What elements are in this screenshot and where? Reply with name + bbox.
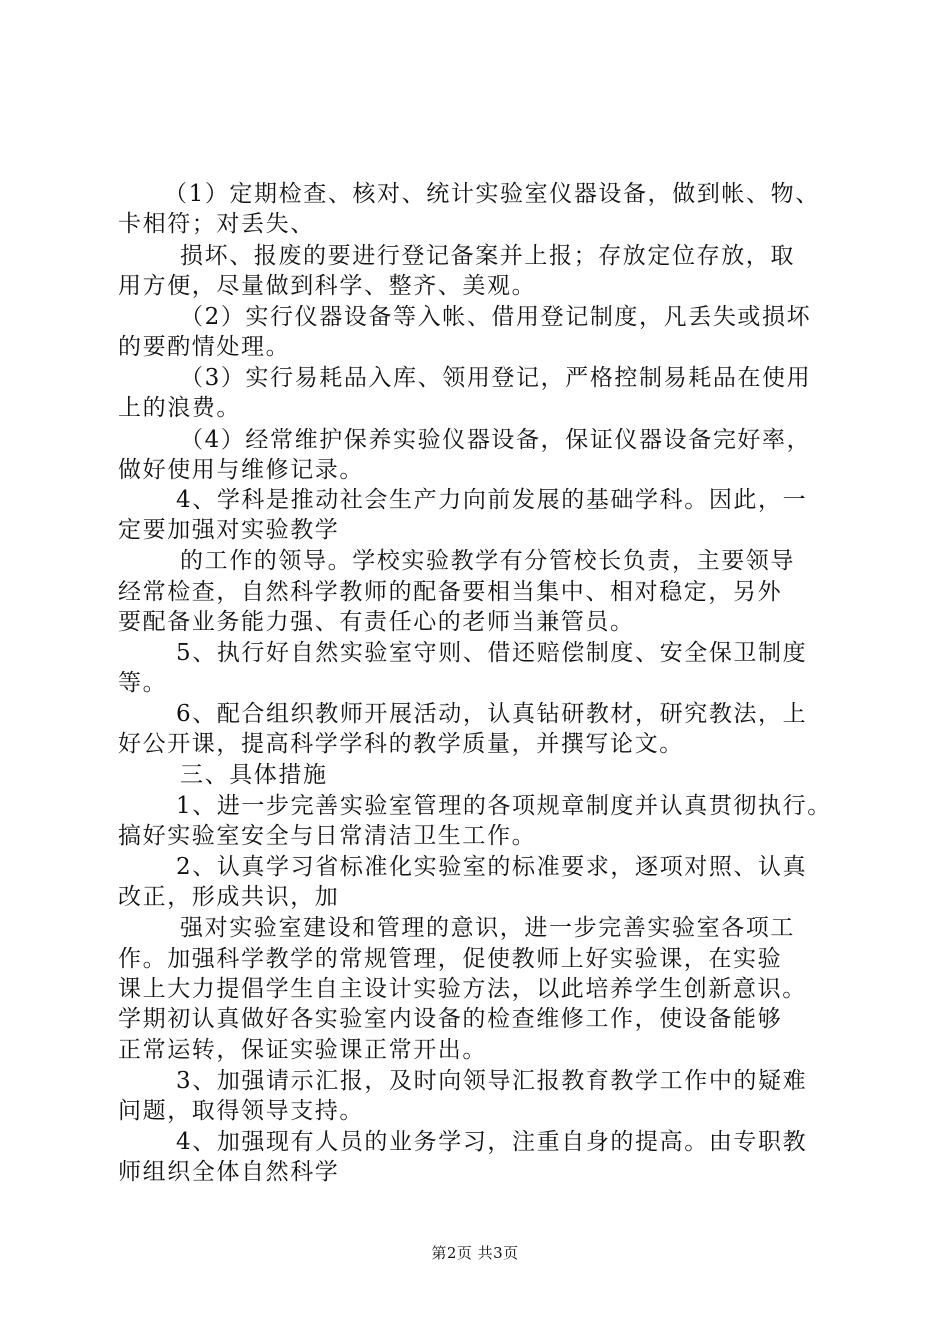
text-line: 损坏、报废的要进行登记备案并上报；存放定位存放，取 [180,243,795,269]
page-footer [0,1243,950,1263]
text-line: 2、认真学习省标准化实验室的标准要求，逐项对照、认真 [176,854,808,880]
text-line: 要配备业务能力强、有责任心的老师当兼管员。 [118,609,635,635]
text-line: 等。 [118,670,168,696]
text-line: 上的浪费。 [118,395,241,421]
text-line: （3）实行易耗品入库、领用登记，严格控制易耗品在使用 [180,365,812,391]
text-line: 经常检查，自然科学教师的配备要相当集中、相对稳定，另外 [118,579,783,605]
text-line: 4、学科是推动社会生产力向前发展的基础学科。因此，一 [176,487,808,513]
text-line: 的要酌情处理。 [118,334,291,360]
text-line: （4）经常维护保养实验仪器设备，保证仪器设备完好率， [180,427,812,453]
text-line: 师组织全体自然科学 [118,1159,340,1185]
text-line: 4、加强现有人员的业务学习，注重自身的提高。由专职教 [176,1129,808,1155]
text-line: 作。加强科学教学的常规管理，促使教师上好实验课，在实验 [118,946,783,972]
text-line: 6、配合组织教师开展活动，认真钻研教材，研究教法，上 [176,701,808,727]
text-line: 3、加强请示汇报，及时向领导汇报教育教学工作中的疑难 [176,1068,808,1094]
section-heading: 三、具体措施 [180,762,328,788]
text-line: 学期初认真做好各实验室内设备的检查维修工作，使设备能够 [118,1006,783,1032]
text-line: 的工作的领导。学校实验教学有分管校长负责，主要领导 [180,548,795,574]
text-line: 定要加强对实验教学 [118,517,340,543]
text-line: 改正，形成共识，加 [118,884,340,910]
page-number-label: 第2页 共3页 [431,1244,519,1262]
text-line: 好公开课，提高科学学科的教学质量，并撰写论文。 [118,731,684,757]
text-line: 强对实验室建设和管理的意识，进一步完善实验室各项工 [180,915,795,941]
text-line: （2）实行仪器设备等入帐、借用登记制度，凡丢失或损坏 [180,304,812,330]
text-line: （1）定期检查、核对、统计实验室仪器设备，做到帐、物、 [164,181,820,207]
text-line: 卡相符；对丢失、 [118,211,315,237]
text-line: 正常运转，保证实验课正常开出。 [118,1037,487,1063]
text-line: 问题，取得领导支持。 [118,1098,364,1124]
text-line: 搞好实验室安全与日常清洁卫生工作。 [118,823,537,849]
text-line: 做好使用与维修记录。 [118,457,364,483]
text-line: 5、执行好自然实验室守则、借还赔偿制度、安全保卫制度 [176,640,808,666]
text-line: 1、进一步完善实验室管理的各项规章制度并认真贯彻执行。 [176,793,832,819]
text-line: 用方便，尽量做到科学、整齐、美观。 [118,273,537,299]
text-line: 课上大力提倡学生自主设计实验方法，以此培养学生创新意识。 [118,976,807,1002]
